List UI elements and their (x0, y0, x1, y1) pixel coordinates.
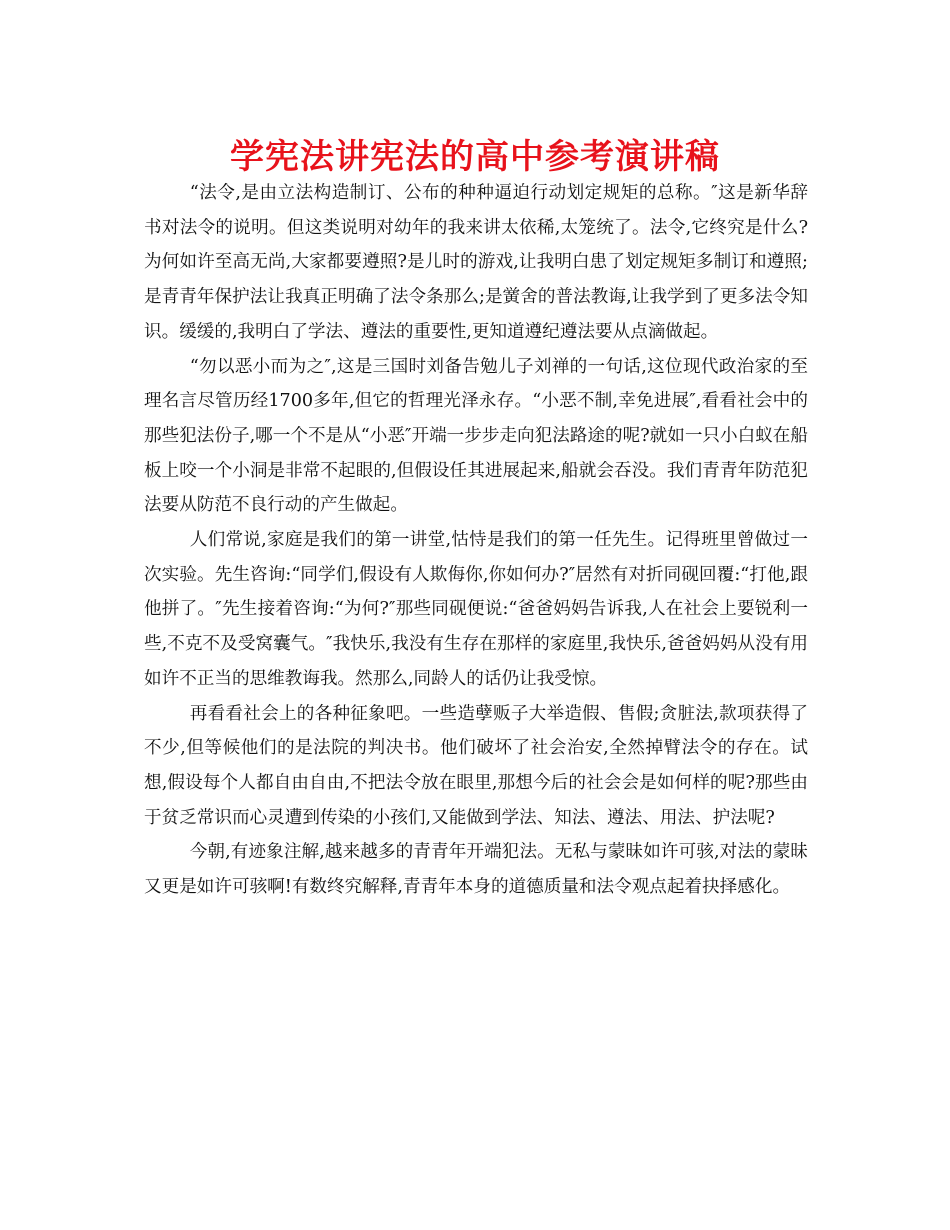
paragraph: “勿以恶小而为之″,这是三国时刘备告勉儿子刘禅的一句话,这位现代政治家的至理名言尽管历经1700多年,但它的哲理光泽永存。“小恶不制,幸免进展″,看看社会中的那些犯法份子,哪一个不是从“小恶″开端一步步走向犯法路途的呢?就如一只小白蚁在船板上咬一个小洞是非常不起眼的,但假设任其进展起来,船就会吞没。我们青青年防范犯法要从防范不良行动的产生做起。 (144, 356, 808, 516)
document-body (144, 176, 808, 905)
paragraph: 人们常说,家庭是我们的第一讲堂,怙恃是我们的第一任先生。记得班里曾做过一次实验。先生咨询:“同学们,假设有人欺侮你,你如何办?″居然有对折同砚回覆:“打他,跟他拼了。″先生接着咨询:“为何?″那些同砚便说:“爸爸妈妈告诉我,人在社会上要锐利一些,不克不及受窝囊气。″我快乐,我没有生存在那样的家庭里,我快乐,爸爸妈妈从没有用如许不正当的思维教诲我。然那么,同龄人的话仍让我受惊。 (144, 530, 808, 689)
document-title: 学宪法讲宪法的高中参考演讲稿 (230, 137, 720, 177)
paragraph: 再看看社会上的各种征象吧。一些造孽贩子大举造假、售假;贪脏法,款项获得了不少,但等候他们的是法院的判决书。他们破坏了社会治安,全然掉臂法令的存在。试想,假设每个人都自由自由,不把法令放在眼里,那想今后的社会会是如何样的呢?那些由于贫乏常识而心灵遭到传染的小孩们,又能做到学法、知法、遵法、用法、护法呢? (144, 703, 808, 828)
paragraph: “法令,是由立法构造制订、公布的种种逼迫行动划定规矩的总称。″这是新华辞书对法令的说明。但这类说明对幼年的我来讲太依稀,太笼统了。法令,它终究是什么?为何如许至高无尚,大家都要遵照?是儿时的游戏,让我明白患了划定规矩多制订和遵照;是青青年保护法让我真正明确了法令条那么;是黉舍的普法教诲,让我学到了更多法令知识。缓缓的,我明白了学法、遵法的重要性,更知道遵纪遵法要从点滴做起。 (144, 183, 808, 342)
paragraph: 今朝,有迹象注解,越来越多的青青年开端犯法。无私与蒙昧如许可骇,对法的蒙昧又更是如许可骇啊!有数终究解释,青青年本身的道德质量和法令观点起着抉择感化。 (144, 842, 808, 898)
